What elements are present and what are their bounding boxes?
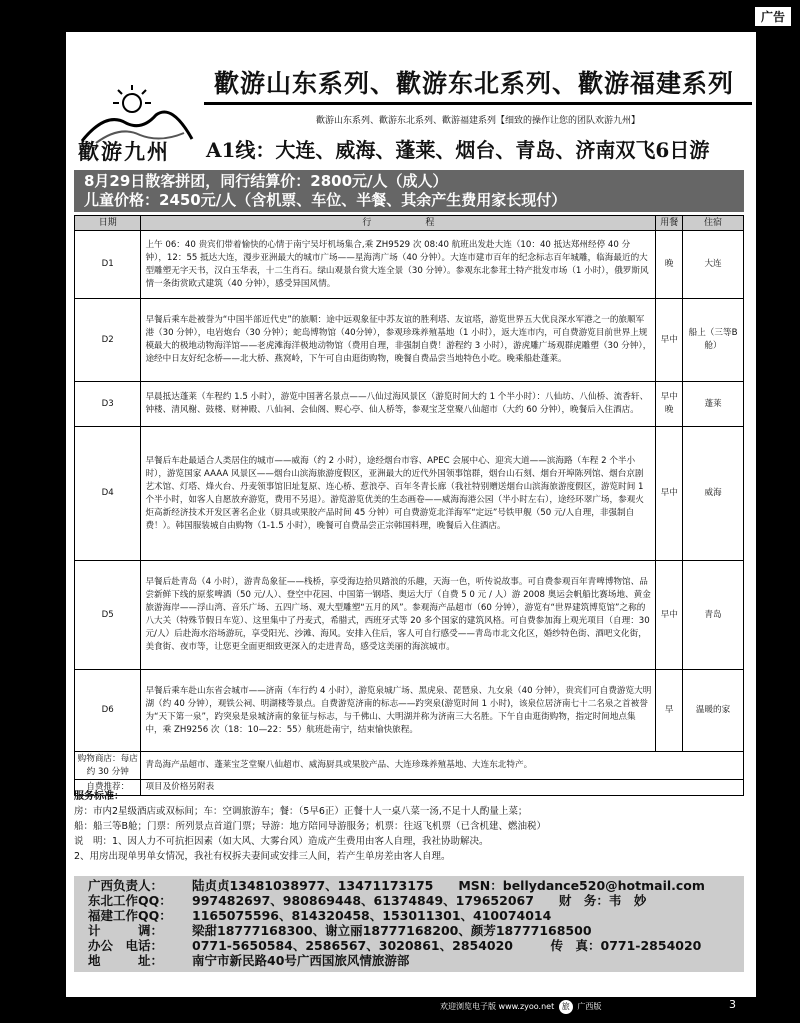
shops-row bbox=[75, 752, 744, 780]
contact-key: 福建工作QQ： bbox=[88, 908, 172, 923]
day-hotel: 船上（三等B舱） bbox=[683, 299, 744, 382]
price-line-child: 儿童价格：2450元/人（含机票、车位、半餐、其余产生费用家长现付） bbox=[84, 191, 567, 209]
table-row bbox=[75, 427, 744, 561]
contact-value: 0771-5650584、2586567、3020861、2854020 传 真：0771-2854020 bbox=[192, 938, 702, 953]
price-line-adult: 8月29日散客拼团，同行结算价：2800元/人（成人） bbox=[84, 172, 448, 190]
day-content: 早晨抵达蓬莱（车程约 1.5 小时），游览中国著名景点——八仙过海风景区（游览时间大约 1 个半小时）：八仙坊、八仙桥、流香轩、钟楼、清风榭、鼓楼、财神殿、八仙祠、会仙阁、赆心亭、仙人桥等，参观宝芝堂聚八仙超市（大约 60 分钟），晚餐后入住酒店。 bbox=[141, 382, 656, 427]
series-title: 歡游山东系列、歡游东北系列、歡游福建系列 bbox=[213, 69, 734, 98]
contact-row bbox=[88, 938, 744, 953]
contact-row bbox=[88, 908, 744, 923]
contact-row bbox=[88, 878, 744, 893]
itinerary-table bbox=[74, 215, 744, 796]
footer bbox=[440, 1000, 760, 1014]
self-pay-label: 自费推荐： bbox=[75, 780, 141, 796]
day-content: 早餐后乘车赴山东省会城市——济南（车行约 4 小时），游览泉城广场、黑虎泉、琵琶泉、九女泉（40 分钟），贵宾们可自费游览大明湖（约 40 分钟），观铁公祠、明湖楼等景点。自费游览济南的标志——趵突泉(游览时间 1 小时)，该泉位居济南七十二名泉之首被誉为“天下第一泉”，趵突泉是泉城济南的象征与标志，与千佛山、大明湖并称为济南三大名胜。下午自由逛街购物，指定时间地点集中，乘 ZH9256 次（18：10—22：55）航班赴南宁，结束愉快旅程。 bbox=[141, 670, 656, 752]
day-label: D5 bbox=[75, 561, 141, 670]
contact-key: 东北工作QQ： bbox=[88, 893, 172, 908]
notes-title: 服务标准： bbox=[74, 791, 124, 802]
notes-line: 船：船三等B舱；门票：所列景点首道门票；导游：地方陪同导游服务；机票：往返飞机票（已含机建、燃油税） bbox=[74, 821, 547, 832]
contact-key: 地 址： bbox=[88, 953, 164, 968]
shops-label: 购物商店：每店约 30 分钟 bbox=[75, 752, 141, 780]
day-hotel: 温暖的家 bbox=[683, 670, 744, 752]
day-meal: 早中 bbox=[656, 561, 683, 670]
service-notes bbox=[74, 789, 744, 864]
day-meal: 早中 bbox=[656, 427, 683, 561]
day-label: D1 bbox=[75, 231, 141, 299]
day-hotel: 蓬莱 bbox=[683, 382, 744, 427]
contact-value: 梁甜18777168300、谢立丽18777168200、颜芳18777168500 bbox=[192, 923, 592, 938]
title-divider bbox=[204, 102, 752, 105]
contact-box bbox=[74, 876, 744, 972]
contact-value: 陆贞贞13481038977、13471173175 MSN：bellydance520@hotmail.com bbox=[192, 878, 705, 893]
contact-key: 广西负责人： bbox=[88, 878, 164, 893]
day-label: D4 bbox=[75, 427, 141, 561]
notes-line: 说 明：1、因人力不可抗拒因素（如大风、大雾台风）造成产生费用由客人自理，我社协助解决。 bbox=[74, 836, 489, 847]
table-header-row bbox=[75, 216, 744, 231]
self-pay-text: 项目及价格另附表 bbox=[141, 780, 744, 796]
contact-row bbox=[88, 953, 744, 968]
contact-key: 办公 电话： bbox=[88, 938, 164, 953]
day-hotel: 青岛 bbox=[683, 561, 744, 670]
day-content: 早餐后车赴最适合人类居住的城市——威海（约 2 小时），途经烟台市容、APEC 会展中心、迎宾大道——滨海路（车程 2 个半小时），游览国家 AAAA 风景区——烟台山滨海旅游度假区，亚洲最大的近代外国领事馆群，烟台山石刻、烟台开埠陈列馆、烟台京剧艺术馆、灯塔、烽火台、丹麦领事馆旧址复原、连心桥、惹浪亭、百年冬青长廊（我社特别赠送烟台山滨海旅游度假区，游览时间 1 个半小时，如客人自愿放弃游览，费用不另退）。游览游览优美的生态画卷——威海海港公园（半小时左右），途经环翠广场，参观火炬高新经济技术开发区著名企业（厨具或果胶产品时间 45 分钟）可自费游览北洋海军“定远”号铁甲舰（50 元/人自理，非强制自费！）。韩国服装城自由购物（1-1.5 小时），晚餐可自费品尝正宗韩国料理，晚餐后入住酒店。 bbox=[141, 427, 656, 561]
page-number: 3 bbox=[729, 998, 736, 1011]
day-meal: 晚 bbox=[656, 231, 683, 299]
contact-key: 计 调： bbox=[88, 923, 164, 938]
series-subtitle: 歡游山东系列、歡游东北系列、歡游福建系列【细致的操作让您的团队欢游九州】 bbox=[315, 116, 640, 126]
day-meal: 早中晚 bbox=[656, 382, 683, 427]
table-row bbox=[75, 382, 744, 427]
table-row bbox=[75, 670, 744, 752]
day-content: 早餐后赴青岛（4 小时），游青岛象征——栈桥，享受海边拾贝踏浪的乐趣，天海一色，听传说故事。可自费参观百年青啤博物馆、品尝新鲜下线的原浆啤酒（50 元/人）、登空中花园、中国第一钢塔、奥运大厅（自费 5 0 元 / 人）游 2008 奥运会帆船比赛场地、黄金旅游海岸——浮山湾、音乐广场、五四广场、观大型雕塑“五月的风”。参观海产品超市（60 分钟），游览有“世界建筑博览馆”之称的八大关（特殊节假日车览）、这里集中了丹麦式，希腊式，西班牙式等 20 多个国家的建筑风格。可自费参加海上观光项目（自理：30 元/人）后赴海水浴场游玩，享受阳光、沙滩、海风。安排入住后，客人可自行感受——青岛市北文化区，婚纱特色街、酒吧文化街，美食街、夜市等，让您更全面更细致更深入的走进青岛，感受这美丽的海滨城市。 bbox=[141, 561, 656, 670]
contact-row bbox=[88, 893, 744, 908]
day-hotel: 威海 bbox=[683, 427, 744, 561]
day-content: 上午 06：40 贵宾们带着愉快的心情于南宁吴圩机场集合,乘 ZH9529 次 08:40 航班出发赴大连（10：40 抵达郑州经停 40 分钟），12：55 抵达大连，漫步亚洲最大的城市广场——星海湾广场（40 分钟）。大连市建市百年的纪念标志百年城雕，临海最近的大型雕塑无字天书，汉白玉华表，十二生肖石。绿山观景台赏大连全景（30 分钟）。参观东北参茸土特产批发市场（1 小时），俄罗斯风情一条街赏欧式建筑（40 分钟），感受异国风情。 bbox=[141, 231, 656, 299]
footer-website: 欢迎浏览电子版 www.zyoo.net bbox=[440, 1002, 555, 1011]
header-itinerary: 行 程 bbox=[141, 216, 656, 231]
day-hotel: 大连 bbox=[683, 231, 744, 299]
shops-list: 青岛海产品超市、蓬莱宝芝堂聚八仙超市、威海厨具或果胶产品、大连珍珠养殖基地、大连东北特产。 bbox=[141, 752, 744, 780]
day-label: D3 bbox=[75, 382, 141, 427]
day-label: D2 bbox=[75, 299, 141, 382]
table-row bbox=[75, 561, 744, 670]
footer-edition: 广西版 bbox=[577, 1002, 602, 1011]
notes-line: 房：市内2星级酒店或双标间；车：空调旅游车；餐：（5早6正）正餐十人一桌八菜一汤,不足十人酌量上菜； bbox=[74, 806, 528, 817]
header-date: 日期 bbox=[75, 216, 141, 231]
day-content: 早餐后乘车赴被誉为“中国半部近代史”的旅顺：途中远观象征中苏友谊的胜利塔、友谊塔，游览世界五大优良深水军港之一的旅顺军港（30 分钟），电岩炮台（30 分钟）；蛇岛博物馆（40分钟），参观珍珠养殖基地（1 小时），返大连市内，可自费游览目前世界上规模最大的极地动物海洋馆——老虎滩海洋极地动物馆（费用自理，非强制自费！游程约 3 小时），游虎雕广场观群虎雕塑（30 分钟），途经中日友好纪念桥——北大桥、燕窝岭，下午可自由逛街购物，晚餐自费品尝当地特色小吃。晚乘船赴蓬莱。 bbox=[141, 299, 656, 382]
logo-text: 歡游九州 bbox=[78, 139, 170, 164]
price-box bbox=[74, 170, 744, 212]
contact-value: 南宁市新民路40号广西国旅风情旅游部 bbox=[192, 953, 410, 968]
travel-badge-icon: 旅 bbox=[559, 1000, 573, 1014]
day-meal: 早 bbox=[656, 670, 683, 752]
table-row bbox=[75, 299, 744, 382]
route-title: A1线：大连、威海、蓬莱、烟台、青岛、济南双飞6日游 bbox=[206, 138, 710, 162]
day-meal: 早中 bbox=[656, 299, 683, 382]
contact-value: 1165075596、814320458、153011301、410074014 bbox=[192, 908, 552, 923]
header-hotel: 住宿 bbox=[683, 216, 744, 231]
table-row bbox=[75, 231, 744, 299]
contact-row bbox=[88, 923, 744, 938]
contact-value: 997482697、980869448、61374849、179652067 财 务：韦 妙 bbox=[192, 893, 647, 908]
ad-tag: 广告 bbox=[754, 6, 792, 27]
day-label: D6 bbox=[75, 670, 141, 752]
notes-line: 2、用房出现单男单女情况，我社有权拆夫妻间或安排三人间，若产生单房差由客人自理。 bbox=[74, 851, 451, 862]
header-meal: 用餐 bbox=[656, 216, 683, 231]
